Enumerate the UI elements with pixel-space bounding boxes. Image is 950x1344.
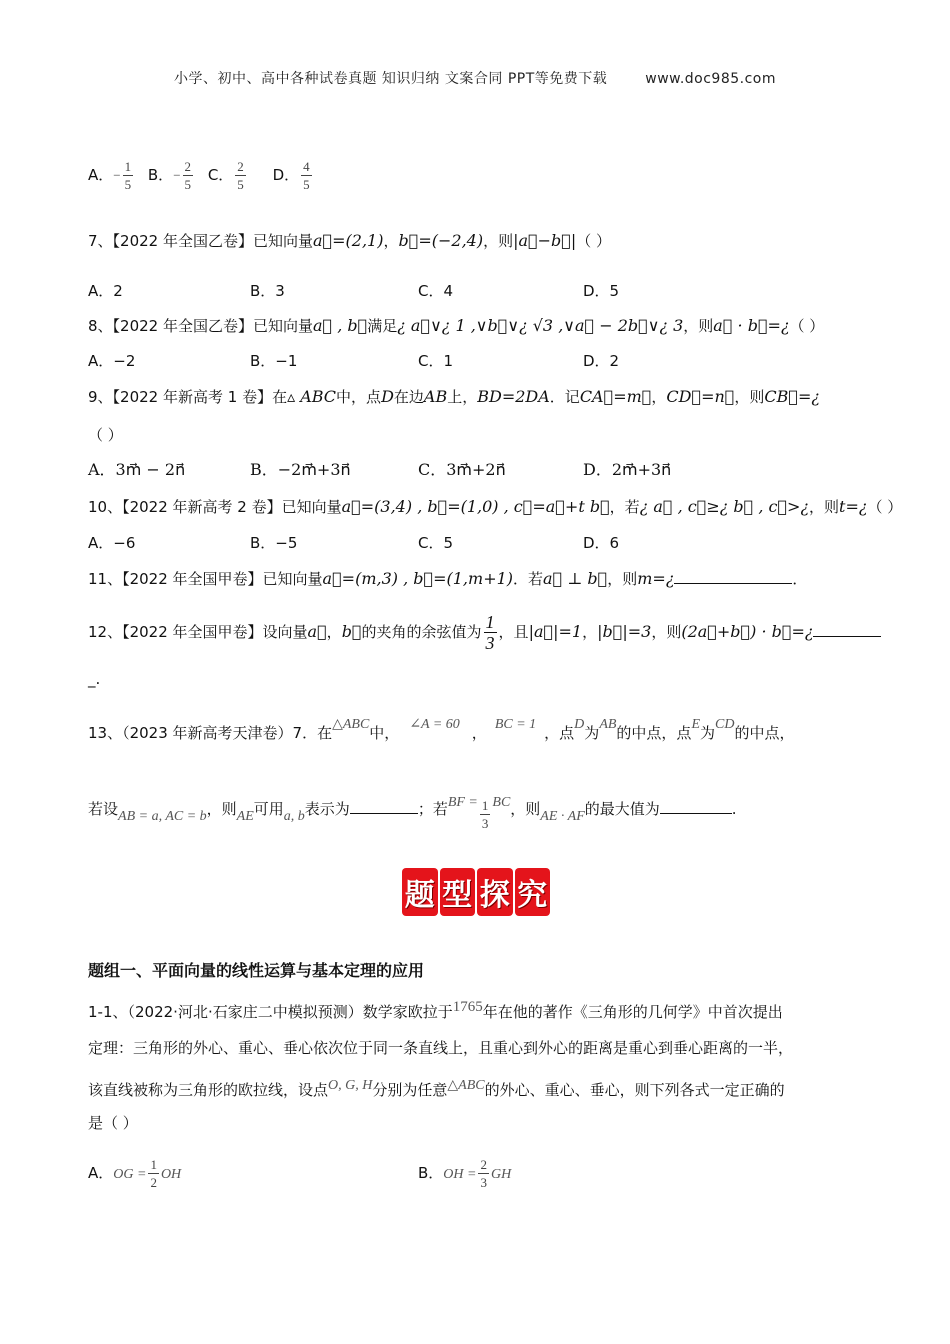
question-13-line2: 若设AB = a, AC = b，则AE可用a, b表示为 ；若BF = $\frac{1}{3}$ BC，则AE · AF的最大值为 . [88, 795, 737, 831]
q6-option-a: A．− $\frac{1}{5}$ [88, 159, 132, 192]
q7-option-b: B．3 [250, 282, 285, 300]
q10-option-d: D．6 [583, 534, 620, 552]
question-1-1-line3: 该直线被称为三角形的欧拉线，设点O, G, H分别为任意△ABC的外心、重心、垂心，则下列各式一定正确的 [88, 1078, 785, 1099]
question-10: 10、【2022 年新高考 2 卷】已知向量a⃗=(3,4) , b⃗=(1,0) , c⃗=a⃗+t b⃗，若¿ a⃗ , c⃗≥¿ b⃗ , c⃗>¿，则t=¿（ ） [88, 497, 903, 516]
question-1-1-line1: 1-1、（2022·河北·石家庄二中模拟预测）数学家欧拉于1765年在他的著作《三角形的几何学》中首次提出 [88, 999, 783, 1021]
banner-char: 题 [402, 868, 438, 916]
question-8: 8、【2022 年全国乙卷】已知向量a⃗ , b⃗满足¿ a⃗∨¿ 1 ,∨b⃗∨¿ √3 ,∨a⃗ − 2b⃗∨¿ 3，则a⃗ · b⃗=¿（ ） [88, 316, 825, 335]
q13-blank-2 [660, 797, 732, 814]
q10-option-c: C．5 [418, 534, 454, 552]
q6-option-c: C． $\frac{2}{5}$ [207, 159, 244, 192]
header-text: 小学、初中、高中各种试卷真题 知识归纳 文案合同 PPT等免费下载 [173, 71, 608, 87]
q12-continuation: _. [88, 670, 101, 688]
section-banner-tixingtanjiu [402, 868, 550, 916]
q9-option-c: C．3m⃗+2n⃗ [418, 460, 506, 479]
banner-char: 究 [515, 868, 551, 916]
q9-option-d: D．2m⃗+3n⃗ [583, 460, 672, 479]
page-header [0, 68, 950, 88]
question-1-1-line2: 定理：三角形的外心、重心、垂心依次位于同一条直线上，且重心到外心的距离是重心到垂心距离的一半， [88, 1039, 794, 1057]
q8-option-b: B．−1 [250, 352, 298, 370]
q9-option-a: A．3m⃗ − 2n⃗ [88, 460, 186, 479]
q8-option-a: A．−2 [88, 352, 136, 370]
q1-1-option-a: A．OG = $\frac{1}{2}$ OH [88, 1157, 182, 1190]
banner-char: 探 [477, 868, 513, 916]
q7-option-a: A．2 [88, 282, 123, 300]
banner-char: 型 [440, 868, 476, 916]
q12-answer-blank [813, 620, 881, 637]
question-7: 7、【2022 年全国乙卷】已知向量a⃗=(2,1)，b⃗=(−2,4)，则|a⃗−b⃗|（ ） [88, 231, 612, 250]
q6-option-b: B．− $\frac{2}{5}$ [147, 159, 192, 192]
q8-option-c: C．1 [418, 352, 454, 370]
question-9: 9、【2022 年新高考 1 卷】在▵ ABC中，点D在边AB上，BD=2DA．记CA⃗=m⃗，CD⃗=n⃗，则CB⃗=¿ [88, 387, 820, 406]
question-11: 11、【2022 年全国甲卷】已知向量a⃗=(m,3) , b⃗=(1,m+1)．若a⃗ ⊥ b⃗，则m=¿ ． [88, 569, 808, 588]
q7-option-c: C．4 [418, 282, 454, 300]
question-1-1-line4: 是（ ） [88, 1114, 138, 1132]
q9-answer-paren: （ ） [88, 426, 123, 444]
q10-option-b: B．−5 [250, 534, 298, 552]
q13-blank-1 [350, 797, 418, 814]
q11-answer-blank [674, 567, 792, 584]
q6-option-d: D． $\frac{4}{5}$ [272, 159, 310, 192]
q7-option-d: D．5 [583, 282, 620, 300]
question-13-line1: 13、（2023 年新高考天津卷）7．在△ABC中， ∠A = 60 ， BC = 1 ，点D为AB的中点，点E为CD的中点， [88, 717, 795, 742]
section-title: 题组一、平面向量的线性运算与基本定理的应用 [88, 961, 425, 980]
q6-options [88, 160, 314, 191]
q9-option-b: B．−2m⃗+3n⃗ [250, 460, 351, 479]
header-site: www.doc985.com [645, 71, 777, 87]
q1-1-option-b: B．OH = $\frac{2}{3}$ GH [418, 1157, 512, 1190]
q10-option-a: A．−6 [88, 534, 136, 552]
q8-option-d: D．2 [583, 352, 620, 370]
question-12: 12、【2022 年全国甲卷】设向量a⃗，b⃗的夹角的余弦值为 $\frac{1}{3}$ ，且|a⃗|=1，|b⃗|=3，则(2a⃗+b⃗) · b⃗=¿ [88, 613, 881, 652]
